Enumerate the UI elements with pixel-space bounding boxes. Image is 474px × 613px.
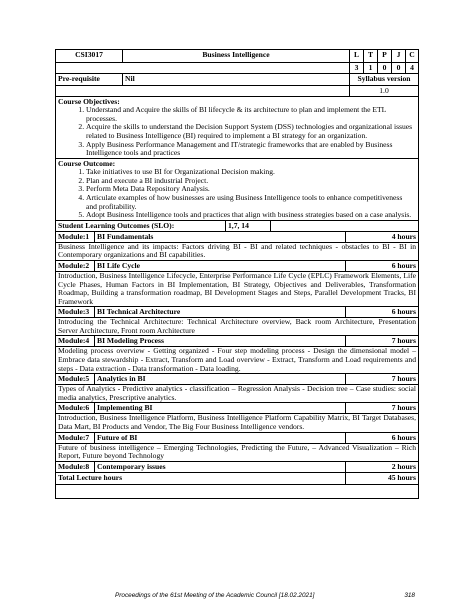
module-7-header [56,432,418,443]
ltpjc-header: C [405,50,418,62]
module-2-content [56,271,418,306]
course-objectives-heading: Course Objectives: [58,97,120,106]
module-1-header [56,231,418,242]
module-hours: 6 hours [345,433,418,443]
module-title: Implementing BI [94,403,254,413]
course-outcome-heading: Course Outcome: [58,158,116,168]
ltpjc-header: L [349,50,363,62]
module-hours: 7 hours [345,374,418,384]
module-content: Types of Analytics - Predictive analytics - classification – Regression Analysis - Decision tree – Case studies: social media analytics, Prescriptive analytics. [58,384,416,402]
outcome-item: 4. Articulate examples of how businesses are using Business Intelligence tools to enhance competitiveness and profitability. [86,194,414,211]
module-label: Module:1 [58,231,90,241]
ltpjc-value: 1 [363,63,377,73]
prerequisite-label: Pre-requisite [58,74,100,83]
module-5-content [56,384,418,402]
module-content: Introduction, Business Intelligence Platform, Business Intelligence Platform Capability Matrix, BI Target Databases, Data Mart, BI Products and Vendor, The Big Four Business Intelligence vendors. [58,413,416,432]
module-5-header [56,373,418,384]
module-7-content [56,443,418,461]
module-label: Module:3 [58,307,90,317]
syllabus-version-value: 1.0 [349,86,418,96]
module-2-header [56,260,418,271]
module-4-header [56,335,418,346]
module-content: Modeling process overview - Getting organized - Four step modeling process - Design the dimensional model –Embrace data stewardship - Extract, Transform and Load overview - Extract, Transform and Load requirements and steps - Data extraction - Data transformation - Data loading. [58,346,416,373]
module-title: BI Fundamentals [94,232,254,242]
ltpjc-header: T [363,50,377,62]
course-objectives-list [56,106,418,158]
module-8-header [56,461,418,472]
course-title: Business Intelligence [122,50,349,62]
slo-row [56,220,418,231]
blank-row [56,484,418,498]
ltpjc-value: 4 [405,63,418,73]
module-hours: 6 hours [345,307,418,317]
total-hours: 45 hours [345,473,418,484]
module-label: Module:2 [58,260,90,270]
course-outcome-section [56,158,418,220]
total-label: Total Lecture hours [58,472,123,482]
syllabus-version-row [56,85,418,96]
module-label: Module:8 [58,461,90,471]
module-label: Module:7 [58,432,90,442]
ltpjc-header: P [377,50,391,62]
page-number: 318 [404,592,415,599]
prerequisite-value: Nil [122,74,349,85]
module-title: Contemporary issues [94,462,254,472]
syllabus-table [55,49,419,499]
module-3-content [56,317,418,335]
prerequisite-row [56,73,418,85]
module-hours: 6 hours [345,261,418,271]
outcome-item: 5. Adopt Business Intelligence tools and practices that align with business strategies based on a case analysis. [86,211,414,220]
course-header-row [56,50,418,62]
outcome-item: 2. Plan and execute a BI industrial Project. [86,177,414,186]
slo-label: Student Learning Outcomes (SLO): [58,220,175,230]
module-title: Future of BI [94,433,254,443]
module-title: Analytics in BI [94,374,254,384]
ltpjc-value: 3 [349,63,363,73]
course-objectives-section [56,96,418,158]
module-label: Module:6 [58,403,90,413]
objective-item: 3. Apply Business Performance Management and IT/strategic frameworks that are enabled by Business Intelligence tools and practices [86,141,414,158]
objective-item: 1. Understand and Acquire the skills of BI lifecycle & its architecture to plan and implement the ETL processes. [86,106,414,123]
module-content: Introduction, Business Intelligence Lifecycle, Enterprise Performance Life Cycle (EPLC) Framework Elements, Life Cycle Phases, Human Factors in BI Implementation, BI Strategy, Objectives and Deliverables, Transformation Roadmap, Building a transformation roadmap, BI Development Stages and Steps, Parallel Development Tracks, BI Framework [58,270,416,306]
module-title: BI Technical Architecture [94,307,254,317]
module-hours: 7 hours [345,336,418,346]
course-code: CSI3017 [75,50,103,59]
module-4-content [56,346,418,373]
module-hours: 7 hours [345,403,418,413]
ltpjc-values-row [56,62,418,73]
outcome-item: 3. Perform Meta Data Repository Analysis. [86,185,414,194]
module-content: Business Intelligence and its impacts: Factors driving BI - BI and related techniques - obstacles to BI - BI in Contemporary organizations and BI capabilities. [58,241,416,260]
module-hours: 4 hours [345,232,418,242]
module-content: Future of business intelligence – Emerging Technologies, Predicting the Future, – Advanced Visualization – Rich Report, Future beyond Technology [58,442,416,461]
objective-item: 2. Acquire the skills to understand the Decision Support System (DSS) technologies and organizational issues related to Business Intelligence (BI) required to implement a BI strategy for an organization. [86,123,414,140]
module-title: BI Modeling Process [94,336,254,346]
footer-text: Proceedings of the 61st Meeting of the Academic Council [18.02.2021] [115,592,315,599]
ltpjc-value: 0 [391,63,405,73]
module-hours: 2 hours [345,462,418,472]
module-title: BI Life Cycle [94,261,254,271]
module-6-header [56,402,418,413]
total-row [56,472,418,484]
syllabus-version-label: Syllabus version [349,74,418,85]
slo-value: 1,7, 14 [225,221,270,231]
module-6-content [56,413,418,431]
module-label: Module:5 [58,374,90,384]
module-label: Module:4 [58,336,90,346]
module-1-content [56,242,418,260]
ltpjc-value: 0 [377,63,391,73]
outcome-item: 1. Take initiatives to use BI for Organizational Decision making. [86,168,414,177]
module-3-header [56,306,418,317]
ltpjc-header: J [391,50,405,62]
course-outcome-list [56,168,418,220]
module-content: Introducing the Technical Architecture: Technical Architecture overview, Back room Architecture, Presentation Server Architecture, Front room Architecture [58,317,416,335]
page-footer [115,592,415,599]
